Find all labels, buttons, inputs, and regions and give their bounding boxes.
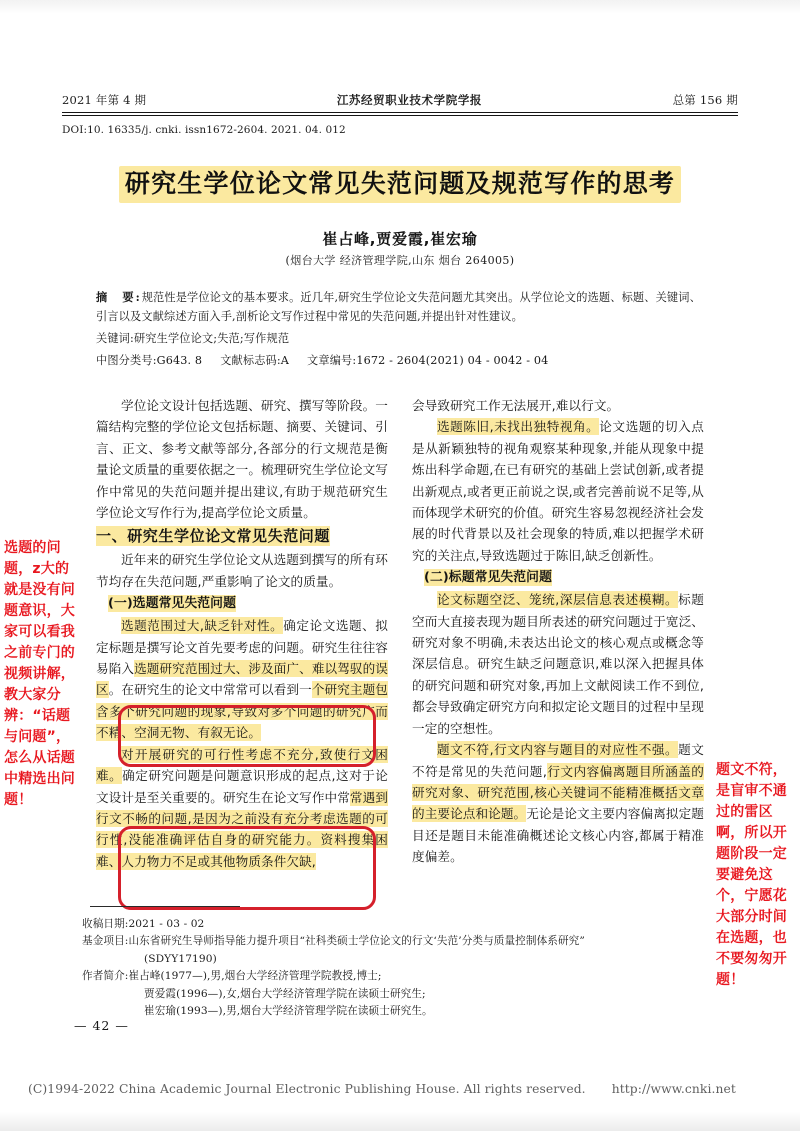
- sub-heading-1-text: (一)选题常见失范问题: [108, 596, 236, 612]
- footnote-block: [82, 916, 722, 1020]
- journal-name: 江苏经贸职业技术学院学报: [336, 93, 483, 107]
- sub-heading-1: [96, 592, 388, 615]
- body-column-right: [412, 395, 704, 868]
- para-2-highlight-1: 选题范围过大,缺乏针对性。: [121, 618, 284, 634]
- keywords-label: 关键词:: [96, 331, 134, 345]
- para-2-boxed-text: 个研究主题包含多个研究问题的现象,导致对多个问题的研究广而不精、空洞无物、有叙无论。: [96, 682, 388, 741]
- margin-note-right: 题文不符，是盲审不通过的雷区啊，所以开题阶段一定要避免这个，宁愿花大部分时间在选题，也不要匆匆开题！: [716, 762, 787, 988]
- right-para-3-highlight-2: 行文内容偏离题目所涵盖的研究对象、研究范围,核心关键词不能精准概括文章的主要论点和论题。: [412, 763, 704, 822]
- bio-line-3: 崔宏瑜(1993—),男,烟台大学经济管理学院在读硕士研究生。: [144, 1005, 433, 1018]
- paragraph-2: [96, 615, 388, 743]
- clc-value: G643. 8: [156, 353, 203, 367]
- page-top-edge: [0, 0, 800, 14]
- keywords-value: 研究生学位论文;失范;写作规范: [133, 331, 290, 345]
- right-paragraph-1: [412, 416, 704, 566]
- affiliation: (烟台大学 经济管理学院,山东 烟台 264005): [285, 254, 515, 267]
- margin-note-left: 选题的问题，z大的就是没有问题意识，大家可以看我之前专门的视频讲解，教大家分辨：“话题与问题”，怎么从话题中精选出问题！: [4, 540, 75, 808]
- bio-line-1: [82, 968, 722, 985]
- right-paragraph-0: 会导致研究工作无法展开,难以行文。: [412, 398, 620, 413]
- para-3-boxed-text: 常遇到行文不畅的问题,是因为之前没有充分考虑选题的可行性,没能准确评估自身的研究能力。资料搜集困难、人力物力不足或其他物质条件欠缺,: [96, 789, 388, 869]
- classification-line: [96, 351, 704, 370]
- body-column-left: [96, 395, 388, 872]
- cnki-copyright: (C)1994-2022 China Academic Journal Electronic Publishing House. All rights reserved.: [28, 1082, 586, 1096]
- right-paragraph-3: [412, 739, 704, 867]
- header-rule: [62, 112, 738, 116]
- issue-right: 总第 156 期: [672, 93, 738, 107]
- received-date-line: [82, 916, 722, 933]
- page-title-wrap: [0, 166, 800, 203]
- sub-heading-2-text: (二)标题常见失范问题: [424, 570, 552, 586]
- keywords-line: [96, 329, 704, 348]
- para-2-rest-2: 。在研究生的论文中常常可以看到一: [108, 682, 312, 698]
- bio-value-1: 崔占峰(1977—),男,烟台大学经济管理学院教授,博士;: [128, 970, 382, 983]
- author-list: 崔占峰,贾爱霞,崔宏瑜: [322, 230, 478, 248]
- article-no-label: 文章编号:: [307, 353, 357, 367]
- para-3-highlight-1: 对开展研究的可行性考虑不充分,致使行文困难。: [96, 746, 388, 784]
- right-para-3-rest-a: 题文不符是常见的失范问题,: [412, 742, 704, 779]
- right-para-3-rest-b: 无论是论文主要内容偏离拟定题目还是题目未能准确概述论文核心内容,都属于精准度偏差。: [412, 806, 704, 865]
- received-value: 2021 - 03 - 02: [128, 918, 205, 930]
- cnki-footer: [28, 1082, 772, 1096]
- paragraph-intro: [96, 395, 388, 523]
- doc-code-value: A: [280, 353, 290, 367]
- cnki-url[interactable]: http://www.cnki.net: [611, 1082, 736, 1096]
- fund-value: 山东省研究生导师指导能力提升项目“社科类硕士学位论文的行文‘失范’分类与质量控制体系研究”: [128, 935, 585, 948]
- page-title: 研究生学位论文常见失范问题及规范写作的思考: [119, 166, 681, 203]
- intro-text-a: 学位论文设计包括选题、研究、撰写等阶段。一: [121, 398, 388, 413]
- intro-text-b: 篇结构完整的学位论文包括标题、摘要、关键词、引言、正文、参考文献等部分,各部分的行文规范是衡量论文质量的重要依据之一。梳理研究生学位论文写作中常见的失范问题并提出建议,有助于规范研究生学位论文写作行为,提高学位论文质量。: [96, 419, 388, 521]
- right-para-3-highlight-1: 题文不符,行文内容与题目的对应性不强。: [437, 742, 679, 758]
- paragraph-3: [96, 744, 388, 872]
- page-number: — 42 —: [74, 1018, 129, 1033]
- right-para-1-rest: 论文选题的切入点是从新颖独特的视角观察某种现象,并能从现象中提炼出科学命题,在已有研究的基础上尝试创新,或者提出新观点,或者更正前说之误,或者完善前说不足等,从而体现学术研究的价值。研究生容易忽视经济社会发展的时代背景以及社会现象的特质,难以把握学术研究的关注点,导致选题过于陈旧,缺乏创新性。: [412, 419, 704, 563]
- right-paragraph-2: [412, 589, 704, 739]
- fund-line: [82, 933, 722, 950]
- para-3-rest: 确定研究问题是问题意识形成的起点,这对于论文设计是至关重要的。研究生在论文写作中常: [96, 768, 388, 805]
- doi-line: DOI:10. 16335/j. cnki. issn1672-2604. 2021. 04. 012: [62, 124, 346, 136]
- abstract-block: [96, 288, 704, 370]
- bio-label: 作者简介:: [82, 970, 129, 983]
- clc-label: 中图分类号:: [96, 353, 157, 367]
- issue-left: 2021 年第 4 期: [62, 93, 147, 107]
- received-label: 收稿日期:: [82, 918, 129, 930]
- abstract-text: 规范性是学位论文的基本要求。近几年,研究生学位论文失范问题尤其突出。从学位论文的选题、标题、关键词、引言以及文献综述方面入手,剖析论文写作过程中常见的失范问题,并提出针对性建议。: [96, 291, 701, 324]
- abstract-text-line: [96, 288, 704, 327]
- sub-heading-2: [412, 566, 704, 589]
- right-para-2-highlight: 论文标题空泛、笼统,深层信息表述模糊。: [437, 592, 679, 608]
- footnote-rule: [90, 906, 240, 907]
- para-2-rest-1: 确定论文选题、拟定标题是撰写论文首先要考虑的问题。研究生往往容易陷入: [96, 618, 388, 677]
- paragraph-1: 近年来的研究生学位论文从选题到撰写的所有环节均存在失范问题,严重影响了论文的质量。: [96, 552, 388, 589]
- right-para-2-rest: 标题空而大直接表现为题目所表述的研究问题过于宽泛、研究对象不明确,未表达出论文的核心观点或概念等深层信息。研究生缺乏问题意识,难以深入把握具体的研究问题和研究对象,再加上文献阅读工作不到位,都会导致确定研究方向和拟定论文题目的过程中呈现一定的空想性。: [412, 592, 704, 736]
- doc-code-label: 文献标志码:: [220, 353, 281, 367]
- abstract-label: 摘 要:: [96, 290, 142, 304]
- article-no-value: 1672 - 2604(2021) 04 - 0042 - 04: [356, 353, 549, 367]
- right-para-1-highlight: 选题陈旧,未找出独特视角。: [437, 419, 600, 435]
- section-heading-1-text: 一、研究生学位论文常见失范问题: [96, 527, 331, 546]
- para-2-highlight-2: 选题研究范围过大、涉及面广、难以驾驭的误区: [96, 661, 388, 698]
- section-heading-1: [96, 523, 388, 549]
- bio-line-2: 贾爱霞(1996—),女,烟台大学经济管理学院在读硕士研究生;: [144, 987, 426, 1000]
- page-bottom-edge: [0, 1112, 800, 1131]
- fund-label: 基金项目:: [82, 935, 129, 948]
- fund-code-line: (SDYY17190): [144, 952, 217, 965]
- running-head: [62, 92, 738, 108]
